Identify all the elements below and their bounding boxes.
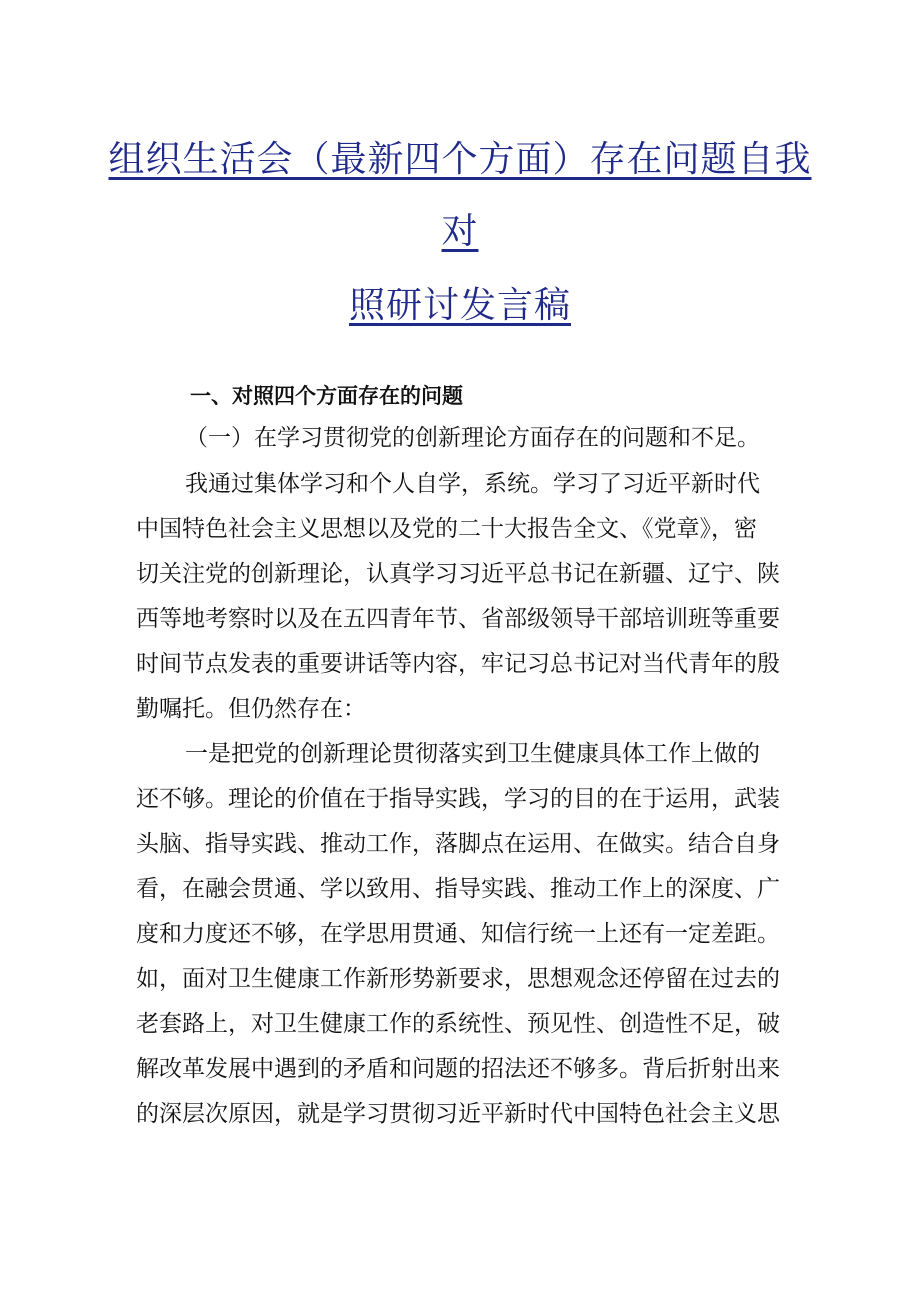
- paragraph-line: 切关注党的创新理论，认真学习习近平总书记在新疆、辽宁、陕: [136, 561, 780, 587]
- paragraph-line: 如，面对卫生健康工作新形势新要求，思想观念还停留在过去的: [136, 966, 780, 992]
- paragraph-line: 时间节点发表的重要讲话等内容，牢记习总书记对当代青年的殷: [136, 651, 780, 677]
- paragraph-line: 头脑、指导实践、推动工作，落脚点在运用、在做实。结合自身: [136, 831, 780, 857]
- paragraph-line: 老套路上，对卫生健康工作的系统性、预见性、创造性不足，破: [136, 1011, 780, 1037]
- paragraph-line: 解改革发展中遇到的矛盾和问题的招法还不够多。背后折射出来: [136, 1056, 780, 1082]
- title-line-1: 组织生活会（最新四个方面）存在问题自我: [108, 139, 812, 180]
- section-heading: 一、对照四个方面存在的问题: [190, 384, 463, 408]
- paragraph-line: 西等地考察时以及在五四青年节、省部级领导干部培训班等重要: [136, 606, 780, 632]
- paragraph-line: 中国特色社会主义思想以及党的二十大报告全文、《党章》，密: [136, 516, 757, 542]
- paragraph-line: 度和力度还不够，在学思用贯通、知信行统一上还有一定差距。: [136, 921, 780, 947]
- title-line-3: 照研讨发言稿: [348, 285, 571, 326]
- paragraph-line: 勤嘱托。但仍然存在：: [136, 696, 366, 722]
- paragraph-line: 一是把党的创新理论贯彻落实到卫生健康具体工作上做的: [185, 741, 760, 767]
- paragraph-line: 看，在融会贯通、学以致用、指导实践、推动工作上的深度、广: [136, 876, 780, 902]
- paragraph-line: （一）在学习贯彻党的创新理论方面存在的问题和不足。: [185, 425, 760, 451]
- paragraph-line: 还不够。理论的价值在于指导实践，学习的目的在于运用，武装: [136, 786, 780, 812]
- title-line-2: 对: [441, 211, 479, 252]
- paragraph-line: 的深层次原因，就是学习贯彻习近平新时代中国特色社会主义思: [136, 1101, 780, 1127]
- paragraph-line: 我通过集体学习和个人自学，系统。学习了习近平新时代: [185, 471, 760, 497]
